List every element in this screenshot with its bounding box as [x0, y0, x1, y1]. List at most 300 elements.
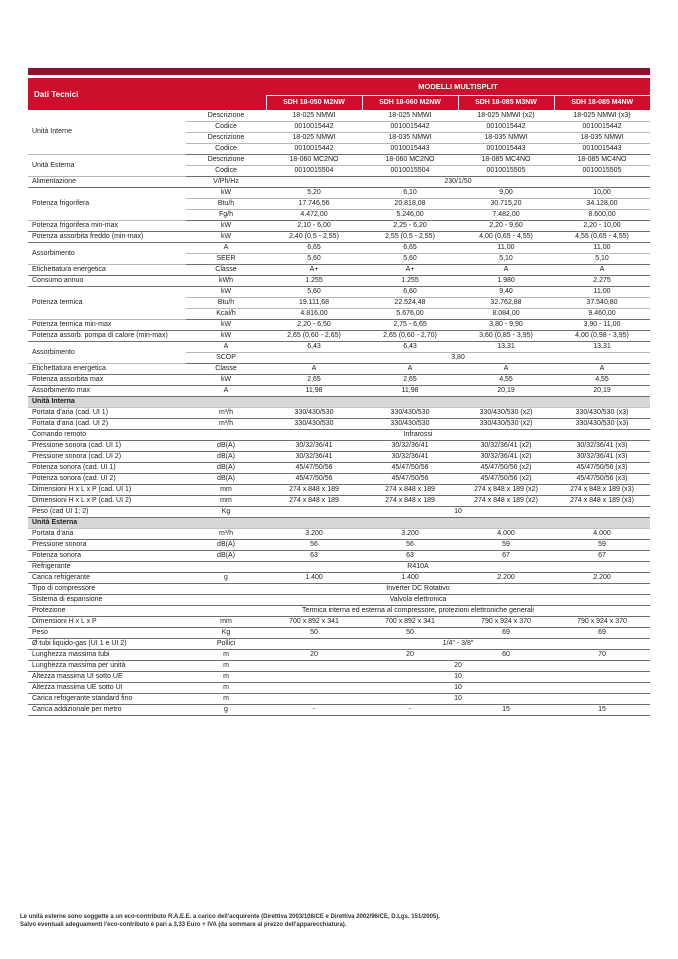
spec-value: 30/32/36/41 (x2) — [458, 440, 554, 451]
spec-value: 18-035 NMWI — [458, 132, 554, 143]
spec-value: A — [362, 363, 458, 374]
spec-value: 330/430/530 (x2) — [458, 418, 554, 429]
spec-value: 50 — [266, 627, 362, 638]
spec-value: 2,65 — [266, 374, 362, 385]
spec-value-span: 10 — [266, 671, 650, 682]
spec-unit: Classe — [186, 264, 266, 275]
table-row — [28, 429, 650, 440]
spec-value: 6,10 — [362, 187, 458, 198]
spec-value: 330/430/530 — [266, 407, 362, 418]
header-row-models — [28, 78, 650, 95]
spec-value: 274 x 848 x 189 (x2) — [458, 484, 554, 495]
spec-value: 1.400 — [266, 572, 362, 583]
table-row — [28, 528, 650, 539]
spec-value: A — [458, 264, 554, 275]
spec-unit: m³/h — [186, 418, 266, 429]
spec-row-label: Etichettatura energetica — [28, 363, 186, 374]
spec-row-label: Portata d'aria (cad. UI 1) — [28, 407, 186, 418]
spec-value: 0010015442 — [554, 121, 650, 132]
spec-value-span: Valvola elettronica — [186, 594, 650, 605]
spec-unit: A — [186, 341, 266, 352]
spec-value: 4,00 (0,65 - 4,55) — [458, 231, 554, 242]
spec-value: 1.255 — [266, 275, 362, 286]
footnote-line-1: Le unità esterne sono soggette a un eco-contributo R.A.E.E. a carico dell'acquirente (Direttiva 2003/108/CE e Direttiva 2002/96/CE, D.Lgs. 151/2005). — [20, 914, 440, 920]
spec-row-label: Dimensioni H x L x P (cad. UI 1) — [28, 484, 186, 495]
table-row — [28, 539, 650, 550]
spec-value: 6,65 — [266, 242, 362, 253]
spec-value: 7.482,00 — [458, 209, 554, 220]
spec-value: 8.084,00 — [458, 308, 554, 319]
spec-unit: mm — [186, 616, 266, 627]
spec-value: 1.400 — [362, 572, 458, 583]
spec-value-span: R410A — [186, 561, 650, 572]
spec-row-label: Pressione sonora (cad. UI 2) — [28, 451, 186, 462]
spec-value: 5,10 — [458, 253, 554, 264]
table-row — [28, 693, 650, 704]
spec-value: 45/47/50/56 — [266, 473, 362, 484]
spec-unit: g — [186, 572, 266, 583]
spec-value: 6,43 — [362, 341, 458, 352]
spec-value: 2.200 — [458, 572, 554, 583]
spec-unit: Codice — [186, 121, 266, 132]
table-row — [28, 341, 650, 352]
footnote-line-2: Salvo eventuali adeguamenti l'eco-contributo è pari a 3,33 Euro + IVA (da sommare al prezzo dell'apparecchiatura). — [20, 922, 347, 928]
spec-value: 20,19 — [554, 385, 650, 396]
spec-row-label: Carica addizionale per metro — [28, 704, 186, 715]
spec-value-span: 1/4" - 3/8" — [266, 638, 650, 649]
spec-value: 45/47/50/56 (x3) — [554, 473, 650, 484]
column-header: SDH 18-060 M2NW — [362, 95, 458, 110]
column-header: SDH 18-085 M3NW — [458, 95, 554, 110]
spec-value: 5,60 — [266, 253, 362, 264]
table-row — [28, 220, 650, 231]
spec-row-label: Comando remoto — [28, 429, 186, 440]
table-row — [28, 275, 650, 286]
spec-value-span: 10 — [266, 693, 650, 704]
spec-unit: Classe — [186, 363, 266, 374]
table-row — [28, 506, 650, 517]
table-row — [28, 363, 650, 374]
spec-value: 2,65 (0,60 - 2,65) — [266, 330, 362, 341]
spec-value: 0010015505 — [554, 165, 650, 176]
spec-unit: m — [186, 671, 266, 682]
table-row — [28, 550, 650, 561]
spec-value: 3.200 — [362, 528, 458, 539]
column-header: SDH 18-050 M2NW — [266, 95, 362, 110]
spec-value: 18-060 MC2NO — [362, 154, 458, 165]
spec-value: 1.980 — [458, 275, 554, 286]
spec-row-label: Carica refrigerante standard fino — [28, 693, 186, 704]
spec-value: 0010015505 — [458, 165, 554, 176]
spec-row-label: Potenza assorbita max — [28, 374, 186, 385]
spec-unit: kW — [186, 187, 266, 198]
table-row — [28, 286, 650, 297]
table-row — [28, 330, 650, 341]
table-row — [28, 462, 650, 473]
spec-unit: mm — [186, 484, 266, 495]
spec-value-span: 10 — [266, 682, 650, 693]
spec-value: 30/32/36/41 (x3) — [554, 440, 650, 451]
spec-value: 18-085 MC4NO — [554, 154, 650, 165]
table-row — [28, 484, 650, 495]
spec-unit: Kg — [186, 506, 266, 517]
spec-value: 5,20 — [266, 187, 362, 198]
spec-value: 11,00 — [554, 242, 650, 253]
spec-value: 32.762,88 — [458, 297, 554, 308]
spec-value: 30/32/36/41 — [266, 451, 362, 462]
spec-value: 30/32/36/41 — [266, 440, 362, 451]
spec-value: 45/47/50/56 — [362, 473, 458, 484]
table-row — [28, 627, 650, 638]
table-row — [28, 649, 650, 660]
spec-value: 5.246,00 — [362, 209, 458, 220]
spec-value: A+ — [362, 264, 458, 275]
spec-row-label: Potenza sonora — [28, 550, 186, 561]
spec-unit: SEER — [186, 253, 266, 264]
spec-value: 45/47/50/56 — [362, 462, 458, 473]
spec-value: A — [458, 363, 554, 374]
spec-unit: dB(A) — [186, 473, 266, 484]
spec-row-label: Potenza frigorifera — [28, 187, 186, 220]
spec-value: 6,60 — [362, 286, 458, 297]
spec-unit: kW — [186, 220, 266, 231]
table-row — [28, 682, 650, 693]
column-header: SDH 18-085 M4NW — [554, 95, 650, 110]
spec-unit: m — [186, 682, 266, 693]
spec-row-label: Refrigerante — [28, 561, 186, 572]
spec-value: 2,25 - 6,20 — [362, 220, 458, 231]
spec-value: 4.000 — [458, 528, 554, 539]
table-row — [28, 671, 650, 682]
spec-value: 2,20 - 9,60 — [458, 220, 554, 231]
table-row — [28, 385, 650, 396]
spec-unit: Btu/h — [186, 297, 266, 308]
spec-value: 11,00 — [458, 242, 554, 253]
table-row — [28, 242, 650, 253]
spec-row-label: Consumo annuo — [28, 275, 186, 286]
spec-value: 11,98 — [266, 385, 362, 396]
spec-unit: m³/h — [186, 528, 266, 539]
spec-value: 4,55 (0,65 - 4,55) — [554, 231, 650, 242]
spec-value: 274 x 848 x 189 — [362, 484, 458, 495]
spec-row-label: Potenza sonora (cad. UI 1) — [28, 462, 186, 473]
spec-unit: dB(A) — [186, 440, 266, 451]
spec-sheet — [28, 68, 650, 716]
section-header-label: Unità Interna — [28, 396, 650, 407]
spec-value-span: 230/1/50 — [266, 176, 650, 187]
spec-value: 67 — [554, 550, 650, 561]
spec-value-span: Infrarossi — [186, 429, 650, 440]
spec-value: 5,60 — [362, 253, 458, 264]
spec-value: 330/430/530 — [362, 418, 458, 429]
spec-unit: dB(A) — [186, 550, 266, 561]
spec-value: 18-035 NMWI — [554, 132, 650, 143]
spec-value: 22.524,48 — [362, 297, 458, 308]
spec-unit: kWh — [186, 275, 266, 286]
spec-row-label: Potenza termica — [28, 286, 186, 319]
spec-value: 37.540,80 — [554, 297, 650, 308]
spec-value: - — [362, 704, 458, 715]
spec-unit: dB(A) — [186, 539, 266, 550]
spec-value: 30/32/36/41 (x2) — [458, 451, 554, 462]
spec-value: 18-035 NMWI — [362, 132, 458, 143]
spec-row-label: Carica refrigerante — [28, 572, 186, 583]
table-row — [28, 319, 650, 330]
spec-unit: mm — [186, 495, 266, 506]
spec-value: 69 — [458, 627, 554, 638]
spec-row-label: Lunghezza massima tubi — [28, 649, 186, 660]
spec-value: 2,75 - 6,65 — [362, 319, 458, 330]
spec-value: 34.128,00 — [554, 198, 650, 209]
spec-row-label: Pressione sonora — [28, 539, 186, 550]
spec-value: 4,55 — [458, 374, 554, 385]
spec-value: 9,00 — [458, 187, 554, 198]
spec-row-label: Portata d'aria — [28, 528, 186, 539]
spec-value: 30.715,20 — [458, 198, 554, 209]
spec-value: A+ — [266, 264, 362, 275]
spec-unit: m — [186, 649, 266, 660]
spec-unit: kW — [186, 330, 266, 341]
spec-row-label: Dimensioni H x L x P — [28, 616, 186, 627]
table-row — [28, 572, 650, 583]
spec-value: 18-025 NMWI — [362, 110, 458, 121]
spec-value: 0010015442 — [266, 121, 362, 132]
spec-row-label: Potenza assorbita freddo (min-max) — [28, 231, 186, 242]
table-row — [28, 110, 650, 121]
spec-value: 330/430/530 (x3) — [554, 418, 650, 429]
table-row — [28, 561, 650, 572]
spec-value: 0010015442 — [362, 121, 458, 132]
footnote — [20, 913, 440, 929]
spec-value: 30/32/36/41 (x3) — [554, 451, 650, 462]
table-row — [28, 407, 650, 418]
spec-value: 0010015442 — [266, 143, 362, 154]
spec-row-label: Assorbimento — [28, 341, 186, 363]
spec-value: 4,55 — [554, 374, 650, 385]
section-header-row — [28, 517, 650, 528]
spec-value: 8.600,00 — [554, 209, 650, 220]
spec-value: 2,20 - 10,00 — [554, 220, 650, 231]
spec-value: 30/32/36/41 — [362, 440, 458, 451]
spec-value-span: 20 — [266, 660, 650, 671]
spec-row-label: Potenza frigorifera min-max — [28, 220, 186, 231]
spec-value: 4.472,00 — [266, 209, 362, 220]
spec-value: 790 x 924 x 370 — [554, 616, 650, 627]
spec-unit: Kcal/h — [186, 308, 266, 319]
spec-row-label: Tipo di compressore — [28, 583, 186, 594]
spec-value: 3,80 - 9,90 — [458, 319, 554, 330]
spec-value: 18-025 NMWI — [266, 110, 362, 121]
spec-value: 2.200 — [554, 572, 650, 583]
spec-value: 20.818,08 — [362, 198, 458, 209]
spec-value-span: 10 — [266, 506, 650, 517]
spec-unit: m — [186, 693, 266, 704]
spec-unit: A — [186, 385, 266, 396]
spec-unit: V/Ph/Hz — [186, 176, 266, 187]
table-row — [28, 231, 650, 242]
spec-value: 3,90 - 11,00 — [554, 319, 650, 330]
spec-row-label: Altezza massima UI sotto UE — [28, 671, 186, 682]
spec-value: 790 x 924 x 370 — [458, 616, 554, 627]
spec-value: 15 — [554, 704, 650, 715]
spec-value: 330/430/530 — [266, 418, 362, 429]
spec-unit: Codice — [186, 165, 266, 176]
spec-value: 5,10 — [554, 253, 650, 264]
spec-value: 18-025 NMWI (x2) — [458, 110, 554, 121]
table-row — [28, 451, 650, 462]
spec-value: 60 — [458, 649, 554, 660]
spec-row-label: Unità Interne — [28, 110, 186, 154]
spec-unit: kW — [186, 231, 266, 242]
spec-value: 700 x 892 x 341 — [362, 616, 458, 627]
section-header-row — [28, 396, 650, 407]
spec-row-label: Portata d'aria (cad. UI 2) — [28, 418, 186, 429]
spec-value: - — [266, 704, 362, 715]
spec-value: 274 x 848 x 189 — [362, 495, 458, 506]
spec-value: 45/47/50/56 (x3) — [554, 462, 650, 473]
spec-value: 18-025 NMWI — [266, 132, 362, 143]
spec-row-label: Etichettatura energetica — [28, 264, 186, 275]
spec-value: 9.460,00 — [554, 308, 650, 319]
spec-value: 5,60 — [266, 286, 362, 297]
spec-value: 5.676,00 — [362, 308, 458, 319]
top-accent-bar — [28, 68, 650, 75]
spec-value: 11,00 — [554, 286, 650, 297]
table-row — [28, 605, 650, 616]
spec-unit: Fg/h — [186, 209, 266, 220]
spec-value: 70 — [554, 649, 650, 660]
spec-value: 0010015443 — [458, 143, 554, 154]
spec-value: 2,10 - 6,00 — [266, 220, 362, 231]
spec-value: A — [266, 363, 362, 374]
section-header-label: Unità Esterna — [28, 517, 650, 528]
spec-value: 20 — [362, 649, 458, 660]
spec-unit: Descrizione — [186, 154, 266, 165]
spec-value: 2,55 (0,5 - 2,55) — [362, 231, 458, 242]
spec-value: 63 — [266, 550, 362, 561]
spec-value: 11,98 — [362, 385, 458, 396]
table-row — [28, 154, 650, 165]
spec-value-span: Termica interna ed esterna al compressore, protezioni elettroniche generali — [186, 605, 650, 616]
spec-unit: A — [186, 242, 266, 253]
spec-unit: Kg — [186, 627, 266, 638]
table-title: Dati Tecnici — [28, 78, 266, 110]
table-row — [28, 264, 650, 275]
spec-value: 45/47/50/56 (x2) — [458, 473, 554, 484]
spec-unit: Descrizione — [186, 132, 266, 143]
table-row — [28, 616, 650, 627]
spec-value-span: 3,80 — [266, 352, 650, 363]
spec-value: 274 x 848 x 189 (x3) — [554, 484, 650, 495]
spec-unit: Descrizione — [186, 110, 266, 121]
spec-value: 274 x 848 x 189 — [266, 495, 362, 506]
table-row — [28, 495, 650, 506]
spec-value: 2,65 — [362, 374, 458, 385]
spec-value: A — [554, 363, 650, 374]
spec-value: 18-025 NMWI (x3) — [554, 110, 650, 121]
spec-value: 2,20 - 6,50 — [266, 319, 362, 330]
spec-value: 330/430/530 (x3) — [554, 407, 650, 418]
spec-row-label: Peso — [28, 627, 186, 638]
spec-value: 6,65 — [362, 242, 458, 253]
spec-value: 4.816,00 — [266, 308, 362, 319]
spec-value: 20,19 — [458, 385, 554, 396]
models-title: MODELLI MULTISPLIT — [266, 78, 650, 95]
spec-row-label: Sistema di espansione — [28, 594, 186, 605]
spec-row-label: Protezione — [28, 605, 186, 616]
spec-value: 15 — [458, 704, 554, 715]
spec-row-label: Potenza termica min-max — [28, 319, 186, 330]
spec-row-label: Peso (cad UI 1; 2) — [28, 506, 186, 517]
spec-row-label: Assorbimento max — [28, 385, 186, 396]
spec-row-label: Pressione sonora (cad. UI 1) — [28, 440, 186, 451]
spec-value: 0010015442 — [458, 121, 554, 132]
spec-value: 56 — [362, 539, 458, 550]
spec-value: 20 — [266, 649, 362, 660]
spec-value-span: Inverter DC Rotativo — [186, 583, 650, 594]
spec-value: 2,40 (0,5 - 2,55) — [266, 231, 362, 242]
spec-unit: kW — [186, 286, 266, 297]
spec-row-label: Assorbimento — [28, 242, 186, 264]
table-row — [28, 418, 650, 429]
spec-value: 17.746,56 — [266, 198, 362, 209]
spec-value: 59 — [458, 539, 554, 550]
spec-value: 45/47/50/56 (x2) — [458, 462, 554, 473]
spec-value: 59 — [554, 539, 650, 550]
spec-unit: dB(A) — [186, 451, 266, 462]
spec-value: 13,31 — [554, 341, 650, 352]
spec-row-label: Potenza assorb. pompa di calore (min-max) — [28, 330, 186, 341]
spec-row-label: Dimensioni H x L x P (cad. UI 2) — [28, 495, 186, 506]
spec-row-label: Unità Esterna — [28, 154, 186, 176]
spec-row-label: Alimentazione — [28, 176, 186, 187]
spec-value: 3.200 — [266, 528, 362, 539]
spec-row-label: Altezza massima UE sotto UI — [28, 682, 186, 693]
spec-table-body — [28, 110, 650, 715]
table-row — [28, 440, 650, 451]
spec-value: 0010015443 — [554, 143, 650, 154]
spec-unit: g — [186, 704, 266, 715]
spec-value: 3,60 (0,85 - 3,95) — [458, 330, 554, 341]
spec-value: 19.111,68 — [266, 297, 362, 308]
spec-table-header — [28, 78, 650, 110]
spec-unit: kW — [186, 374, 266, 385]
table-row — [28, 594, 650, 605]
table-row — [28, 704, 650, 715]
spec-value: 2.275 — [554, 275, 650, 286]
spec-value: 45/47/50/56 — [266, 462, 362, 473]
table-row — [28, 176, 650, 187]
spec-unit: Pollici — [186, 638, 266, 649]
spec-value: 67 — [458, 550, 554, 561]
spec-value: 274 x 848 x 189 (x2) — [458, 495, 554, 506]
spec-unit: Btu/h — [186, 198, 266, 209]
spec-value: 18-085 MC4NO — [458, 154, 554, 165]
spec-value: 0010015443 — [362, 143, 458, 154]
spec-value: 4,00 (0,98 - 3,95) — [554, 330, 650, 341]
spec-table — [28, 78, 650, 716]
spec-value: 50 — [362, 627, 458, 638]
spec-value: 274 x 848 x 189 — [266, 484, 362, 495]
spec-value: 13,31 — [458, 341, 554, 352]
spec-value: 0010015504 — [266, 165, 362, 176]
spec-value: 0010015504 — [362, 165, 458, 176]
spec-unit: Codice — [186, 143, 266, 154]
spec-unit: m — [186, 660, 266, 671]
spec-value: 274 x 848 x 189 (x3) — [554, 495, 650, 506]
spec-row-label: Ø tubi liquido-gas (UI 1 e UI 2) — [28, 638, 186, 649]
spec-value: 10,00 — [554, 187, 650, 198]
